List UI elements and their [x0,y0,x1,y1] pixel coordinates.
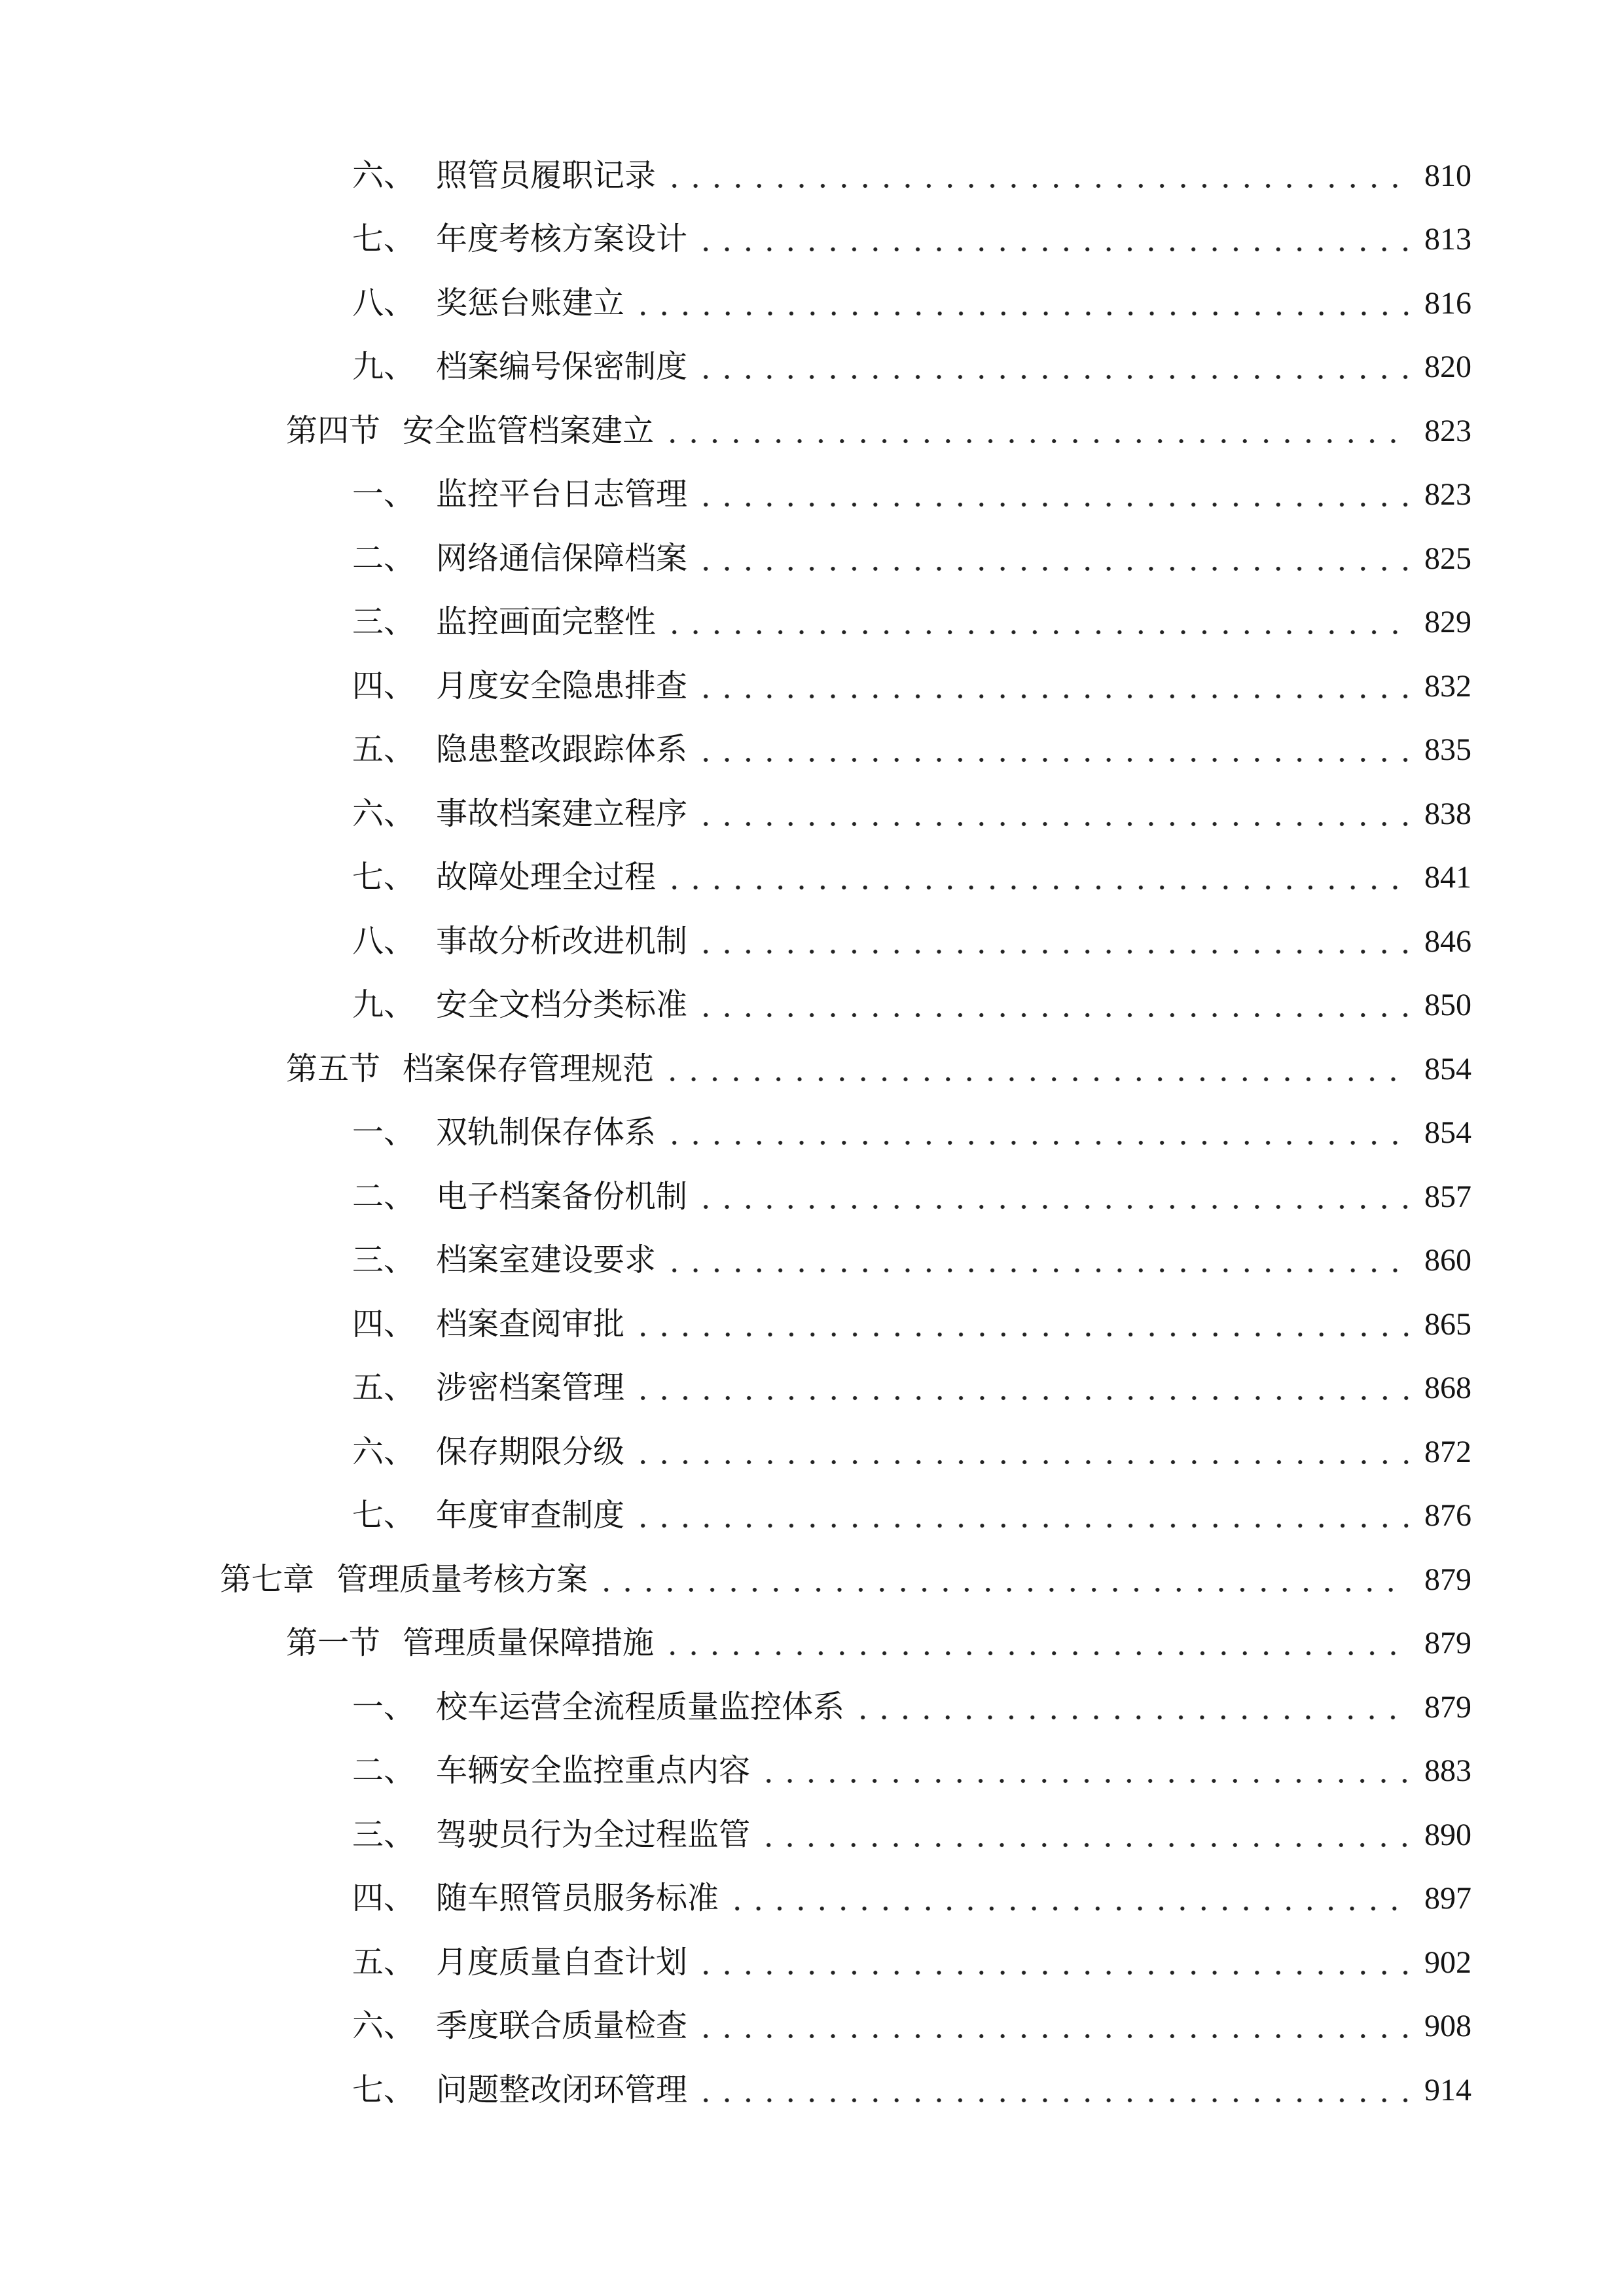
toc-entry-label: 二、 [352,541,416,576]
toc-entry-label: 七、 [352,2072,416,2108]
toc-entry-title: 档案室建设要求 [436,1243,657,1278]
dot-leader [758,1842,1409,1848]
toc-entry-page-number: 810 [1424,158,1471,193]
toc-entry-title: 校车运营全流程质量监控体系 [436,1689,845,1725]
toc-entry-label: 第四节 [286,413,381,448]
toc-entry-page-number: 816 [1424,285,1471,321]
toc-entry-page-number: 841 [1424,860,1471,895]
toc-entry-label: 八、 [352,924,416,959]
toc-item-entry [0,591,1624,655]
toc-item-entry [0,336,1624,400]
toc-item-entry [0,974,1624,1038]
dot-leader [664,1139,1409,1146]
toc-entry-label: 七、 [352,860,416,895]
toc-entry-page-number: 823 [1424,413,1471,448]
toc-entry-title: 网络通信保障档案 [436,541,688,576]
dot-leader [632,310,1409,317]
toc-entry-title: 电子档案备份机制 [436,1179,688,1214]
dot-leader [695,1969,1409,1976]
dot-leader [695,1204,1409,1210]
toc-item-entry [0,144,1624,208]
toc-entry-label: 九、 [352,988,416,1023]
toc-entry-title: 安全监管档案建立 [403,413,655,448]
dot-leader [695,246,1409,253]
dot-leader [695,2097,1409,2104]
toc-entry-page-number: 890 [1424,1817,1471,1852]
toc-entry-title: 监控画面完整性 [436,605,657,640]
toc-item-entry [0,1293,1624,1357]
dot-leader [695,565,1409,572]
toc-item-entry [0,1931,1624,1995]
dot-leader [727,1905,1409,1912]
toc-entry-label: 六、 [352,158,416,193]
dot-leader [596,1587,1409,1593]
toc-entry-title: 档案查阅审批 [436,1306,625,1342]
toc-entry-label: 六、 [352,2009,416,2044]
toc-entry-title: 车辆安全监控重点内容 [436,1753,751,1789]
toc-entry-page-number: 860 [1424,1243,1471,1278]
toc-item-entry [0,846,1624,910]
toc-entry-page-number: 897 [1424,1881,1471,1916]
dot-leader [695,1012,1409,1018]
toc-entry-page-number: 908 [1424,2009,1471,2044]
dot-leader [695,693,1409,700]
toc-item-entry [0,1803,1624,1867]
toc-entry-label: 二、 [352,1753,416,1789]
table-of-contents [0,144,1624,2123]
toc-entry-page-number: 813 [1424,222,1471,257]
toc-entry-page-number: 879 [1424,1562,1471,1597]
toc-item-entry [0,1420,1624,1484]
toc-chapter-entry [0,1548,1624,1612]
toc-entry-title: 事故档案建立程序 [436,796,688,831]
toc-item-entry [0,463,1624,528]
toc-entry-label: 五、 [352,1371,416,1406]
toc-item-entry [0,910,1624,974]
toc-entry-label: 三、 [352,1243,416,1278]
toc-entry-label: 三、 [352,605,416,640]
toc-entry-label: 一、 [352,1689,416,1725]
toc-entry-label: 一、 [352,1115,416,1151]
toc-entry-title: 安全文档分类标准 [436,988,688,1023]
toc-entry-title: 档案保存管理规范 [403,1051,655,1086]
dot-leader [664,183,1409,189]
toc-entry-title: 事故分析改进机制 [436,924,688,959]
toc-entry-label: 七、 [352,222,416,257]
toc-section-entry [0,1037,1624,1102]
dot-leader [632,1522,1409,1529]
toc-entry-label: 四、 [352,1306,416,1342]
toc-entry-page-number: 857 [1424,1179,1471,1214]
toc-item-entry [0,272,1624,336]
toc-entry-page-number: 902 [1424,1945,1471,1980]
toc-entry-title: 年度考核方案设计 [436,222,688,257]
dot-leader [695,374,1409,380]
toc-entry-page-number: 876 [1424,1498,1471,1534]
toc-entry-page-number: 868 [1424,1371,1471,1406]
toc-entry-page-number: 879 [1424,1626,1471,1661]
dot-leader [662,438,1409,444]
dot-leader [852,1714,1409,1721]
toc-item-entry [0,782,1624,846]
dot-leader [758,1778,1409,1784]
toc-item-entry [0,1229,1624,1293]
toc-item-entry [0,1676,1624,1740]
toc-item-entry [0,1995,1624,2059]
dot-leader [632,1459,1409,1465]
dot-leader [632,1395,1409,1401]
toc-entry-label: 三、 [352,1817,416,1852]
dot-leader [695,2033,1409,2039]
toc-item-entry [0,1102,1624,1166]
dot-leader [662,1650,1409,1657]
dot-leader [695,948,1409,955]
toc-entry-page-number: 823 [1424,477,1471,512]
toc-entry-title: 监控平台日志管理 [436,477,688,512]
toc-entry-title: 月度安全隐患排查 [436,668,688,704]
toc-item-entry [0,1484,1624,1549]
toc-item-entry [0,1357,1624,1421]
toc-entry-label: 第一节 [286,1626,381,1661]
toc-entry-title: 管理质量考核方案 [336,1562,588,1597]
toc-entry-page-number: 835 [1424,732,1471,768]
toc-entry-label: 六、 [352,796,416,831]
toc-entry-title: 管理质量保障措施 [403,1626,655,1661]
toc-entry-title: 故障处理全过程 [436,860,657,895]
toc-entry-label: 四、 [352,1881,416,1916]
toc-entry-page-number: 854 [1424,1051,1471,1086]
toc-entry-page-number: 846 [1424,924,1471,959]
toc-entry-title: 年度审查制度 [436,1498,625,1534]
toc-entry-page-number: 883 [1424,1753,1471,1789]
toc-entry-page-number: 879 [1424,1689,1471,1725]
toc-entry-page-number: 850 [1424,988,1471,1023]
dot-leader [664,1267,1409,1274]
toc-entry-title: 双轨制保存体系 [436,1115,657,1151]
toc-entry-page-number: 914 [1424,2072,1471,2108]
toc-entry-label: 一、 [352,477,416,512]
dot-leader [664,629,1409,636]
toc-section-entry [0,1612,1624,1676]
toc-item-entry [0,2058,1624,2123]
toc-entry-title: 月度质量自查计划 [436,1945,688,1980]
toc-entry-title: 奖惩台账建立 [436,285,625,321]
toc-entry-label: 五、 [352,732,416,768]
toc-entry-page-number: 820 [1424,350,1471,385]
toc-entry-label: 七、 [352,1498,416,1534]
toc-entry-label: 九、 [352,350,416,385]
toc-item-entry [0,1740,1624,1804]
toc-entry-title: 季度联合质量检查 [436,2009,688,2044]
toc-item-entry [0,1867,1624,1931]
toc-entry-title: 保存期限分级 [436,1434,625,1469]
toc-entry-title: 随车照管员服务标准 [436,1881,719,1916]
dot-leader [695,501,1409,508]
toc-item-entry [0,527,1624,591]
toc-item-entry [0,719,1624,783]
toc-entry-page-number: 832 [1424,668,1471,704]
toc-section-entry [0,399,1624,463]
dot-leader [695,821,1409,827]
toc-entry-label: 五、 [352,1945,416,1980]
toc-item-entry [0,208,1624,272]
toc-entry-page-number: 854 [1424,1115,1471,1151]
toc-entry-label: 四、 [352,668,416,704]
toc-entry-page-number: 829 [1424,605,1471,640]
toc-entry-label: 六、 [352,1434,416,1469]
toc-entry-page-number: 838 [1424,796,1471,831]
toc-item-entry [0,655,1624,719]
toc-entry-label: 第五节 [286,1051,381,1086]
toc-entry-title: 隐患整改跟踪体系 [436,732,688,768]
toc-item-entry [0,1165,1624,1229]
dot-leader [695,757,1409,763]
toc-entry-title: 问题整改闭环管理 [436,2072,688,2108]
toc-entry-page-number: 825 [1424,541,1471,576]
toc-entry-label: 第七章 [220,1562,315,1597]
toc-entry-label: 八、 [352,285,416,321]
toc-entry-page-number: 872 [1424,1434,1471,1469]
dot-leader [664,884,1409,891]
toc-entry-title: 档案编号保密制度 [436,350,688,385]
toc-entry-label: 二、 [352,1179,416,1214]
toc-entry-title: 驾驶员行为全过程监管 [436,1817,751,1852]
toc-entry-title: 照管员履职记录 [436,158,657,193]
toc-entry-page-number: 865 [1424,1306,1471,1342]
dot-leader [632,1331,1409,1338]
dot-leader [662,1076,1409,1083]
toc-entry-title: 涉密档案管理 [436,1371,625,1406]
